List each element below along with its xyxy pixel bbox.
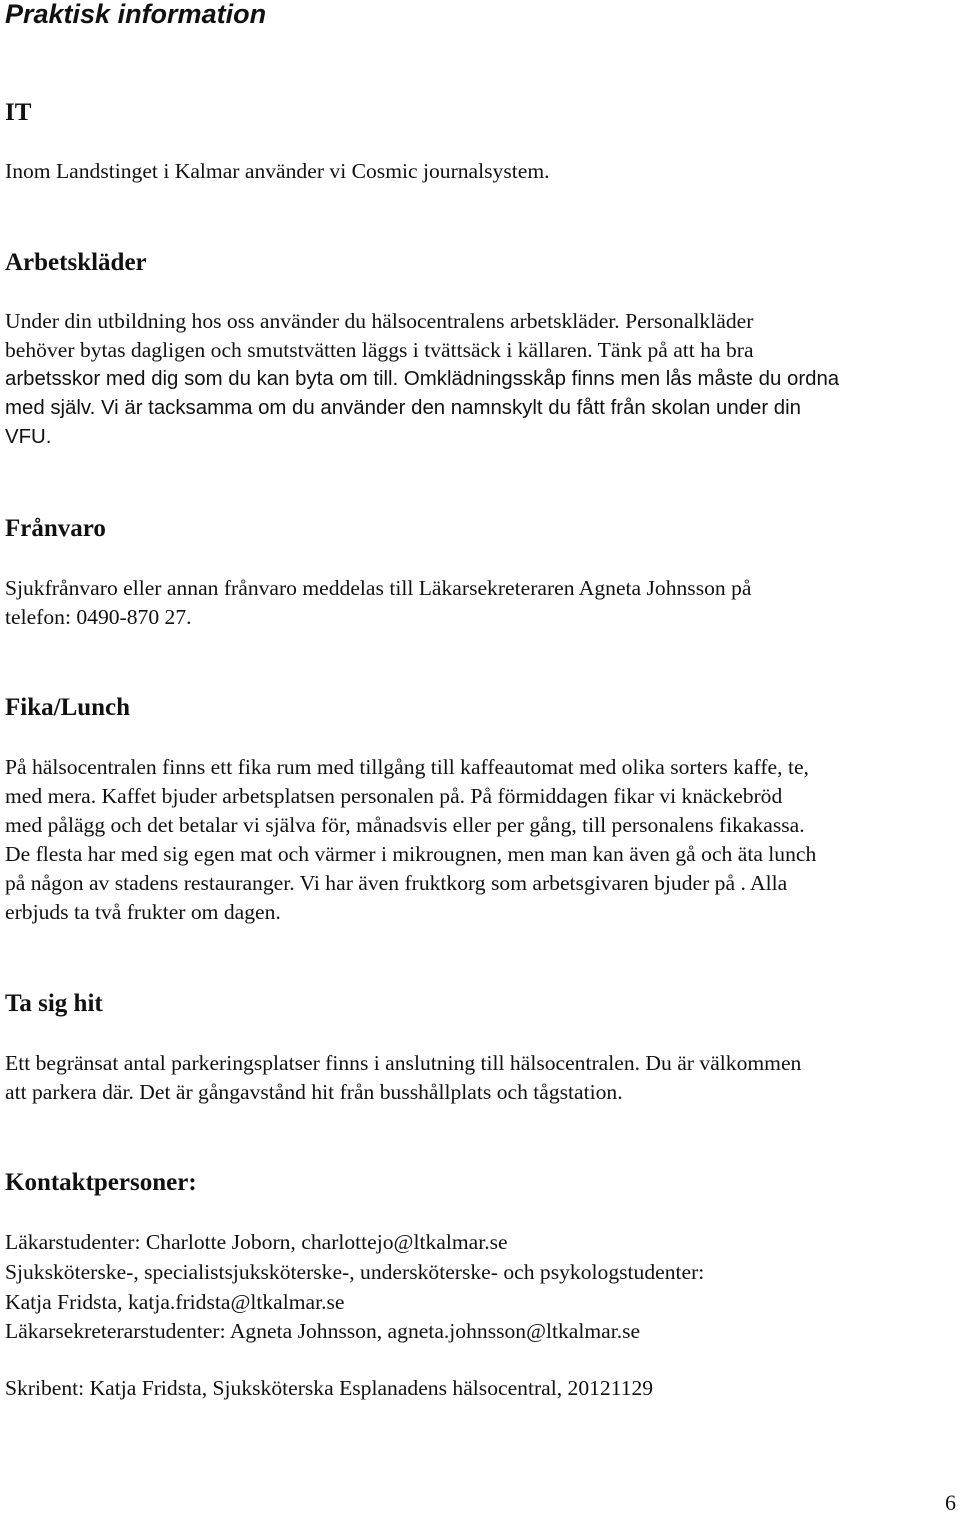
paragraph-line: med pålägg och det betalar vi själva för, månadsvis eller per gång, till personalens fikakassa. xyxy=(5,813,805,837)
section-heading-ta-sig-hit: Ta sig hit xyxy=(5,990,103,1017)
contact-line: Sjuksköterske-, specialistsjuksköterske-, undersköterske- och psykologstudenter: xyxy=(5,1260,705,1284)
section-heading-franvaro: Frånvaro xyxy=(5,515,106,542)
paragraph-line: telefon: 0490-870 27. xyxy=(5,605,192,629)
section-heading-arbetsklader: Arbetskläder xyxy=(5,249,147,276)
paragraph-line: behöver bytas dagligen och smutstvätten läggs i tvättsäck i källaren. Tänk på att ha bra xyxy=(5,338,754,362)
author-line: Skribent: Katja Fridsta, Sjuksköterska Esplanadens hälsocentral, 20121129 xyxy=(5,1376,654,1400)
paragraph-line: med själv. Vi är tacksamma om du använder den namnskylt du fått från skolan under din xyxy=(5,397,802,419)
paragraph-line: På hälsocentralen finns ett fika rum med tillgång till kaffeautomat med olika sorters kaffe, te, xyxy=(5,755,809,779)
paragraph-line: Ett begränsat antal parkeringsplatser finns i anslutning till hälsocentralen. Du är välkommen xyxy=(5,1051,802,1075)
paragraph-line: på någon av stadens restauranger. Vi har även fruktkorg som arbetsgivaren bjuder på . Alla xyxy=(5,871,788,895)
paragraph-line: att parkera där. Det är gångavstånd hit från busshållplats och tågstation. xyxy=(5,1080,623,1104)
page-number: 6 xyxy=(945,1490,956,1515)
paragraph-line: Inom Landstinget i Kalmar använder vi Cosmic journalsystem. xyxy=(5,159,550,183)
paragraph-line: De flesta har med sig egen mat och värmer i mikrougnen, men man kan även gå och äta lunch xyxy=(5,842,817,866)
contact-line: Läkarstudenter: Charlotte Joborn, charlottejo@ltkalmar.se xyxy=(5,1230,508,1254)
contact-line: Läkarsekreterarstudenter: Agneta Johnsson, agneta.johnsson@ltkalmar.se xyxy=(5,1319,641,1343)
section-heading-fika-lunch: Fika/Lunch xyxy=(5,694,131,721)
paragraph-line: erbjuds ta två frukter om dagen. xyxy=(5,900,281,924)
paragraph-line: Sjukfrånvaro eller annan frånvaro meddelas till Läkarsekreteraren Agneta Johnsson på xyxy=(5,576,752,600)
section-heading-it: IT xyxy=(5,99,32,126)
paragraph-line: Under din utbildning hos oss använder du hälsocentralens arbetskläder. Personalkläder xyxy=(5,309,754,333)
paragraph-line: med mera. Kaffet bjuder arbetsplatsen personalen på. På förmiddagen fikar vi knäckebröd xyxy=(5,784,783,808)
page-title: Praktisk information xyxy=(5,0,267,29)
section-heading-kontaktpersoner: Kontaktpersoner: xyxy=(5,1169,197,1196)
contact-line: Katja Fridsta, katja.fridsta@ltkalmar.se xyxy=(5,1290,345,1314)
paragraph-line: arbetsskor med dig som du kan byta om till. Omklädningsskåp finns men lås måste du ordna xyxy=(5,368,840,390)
paragraph-line: VFU. xyxy=(5,426,52,448)
